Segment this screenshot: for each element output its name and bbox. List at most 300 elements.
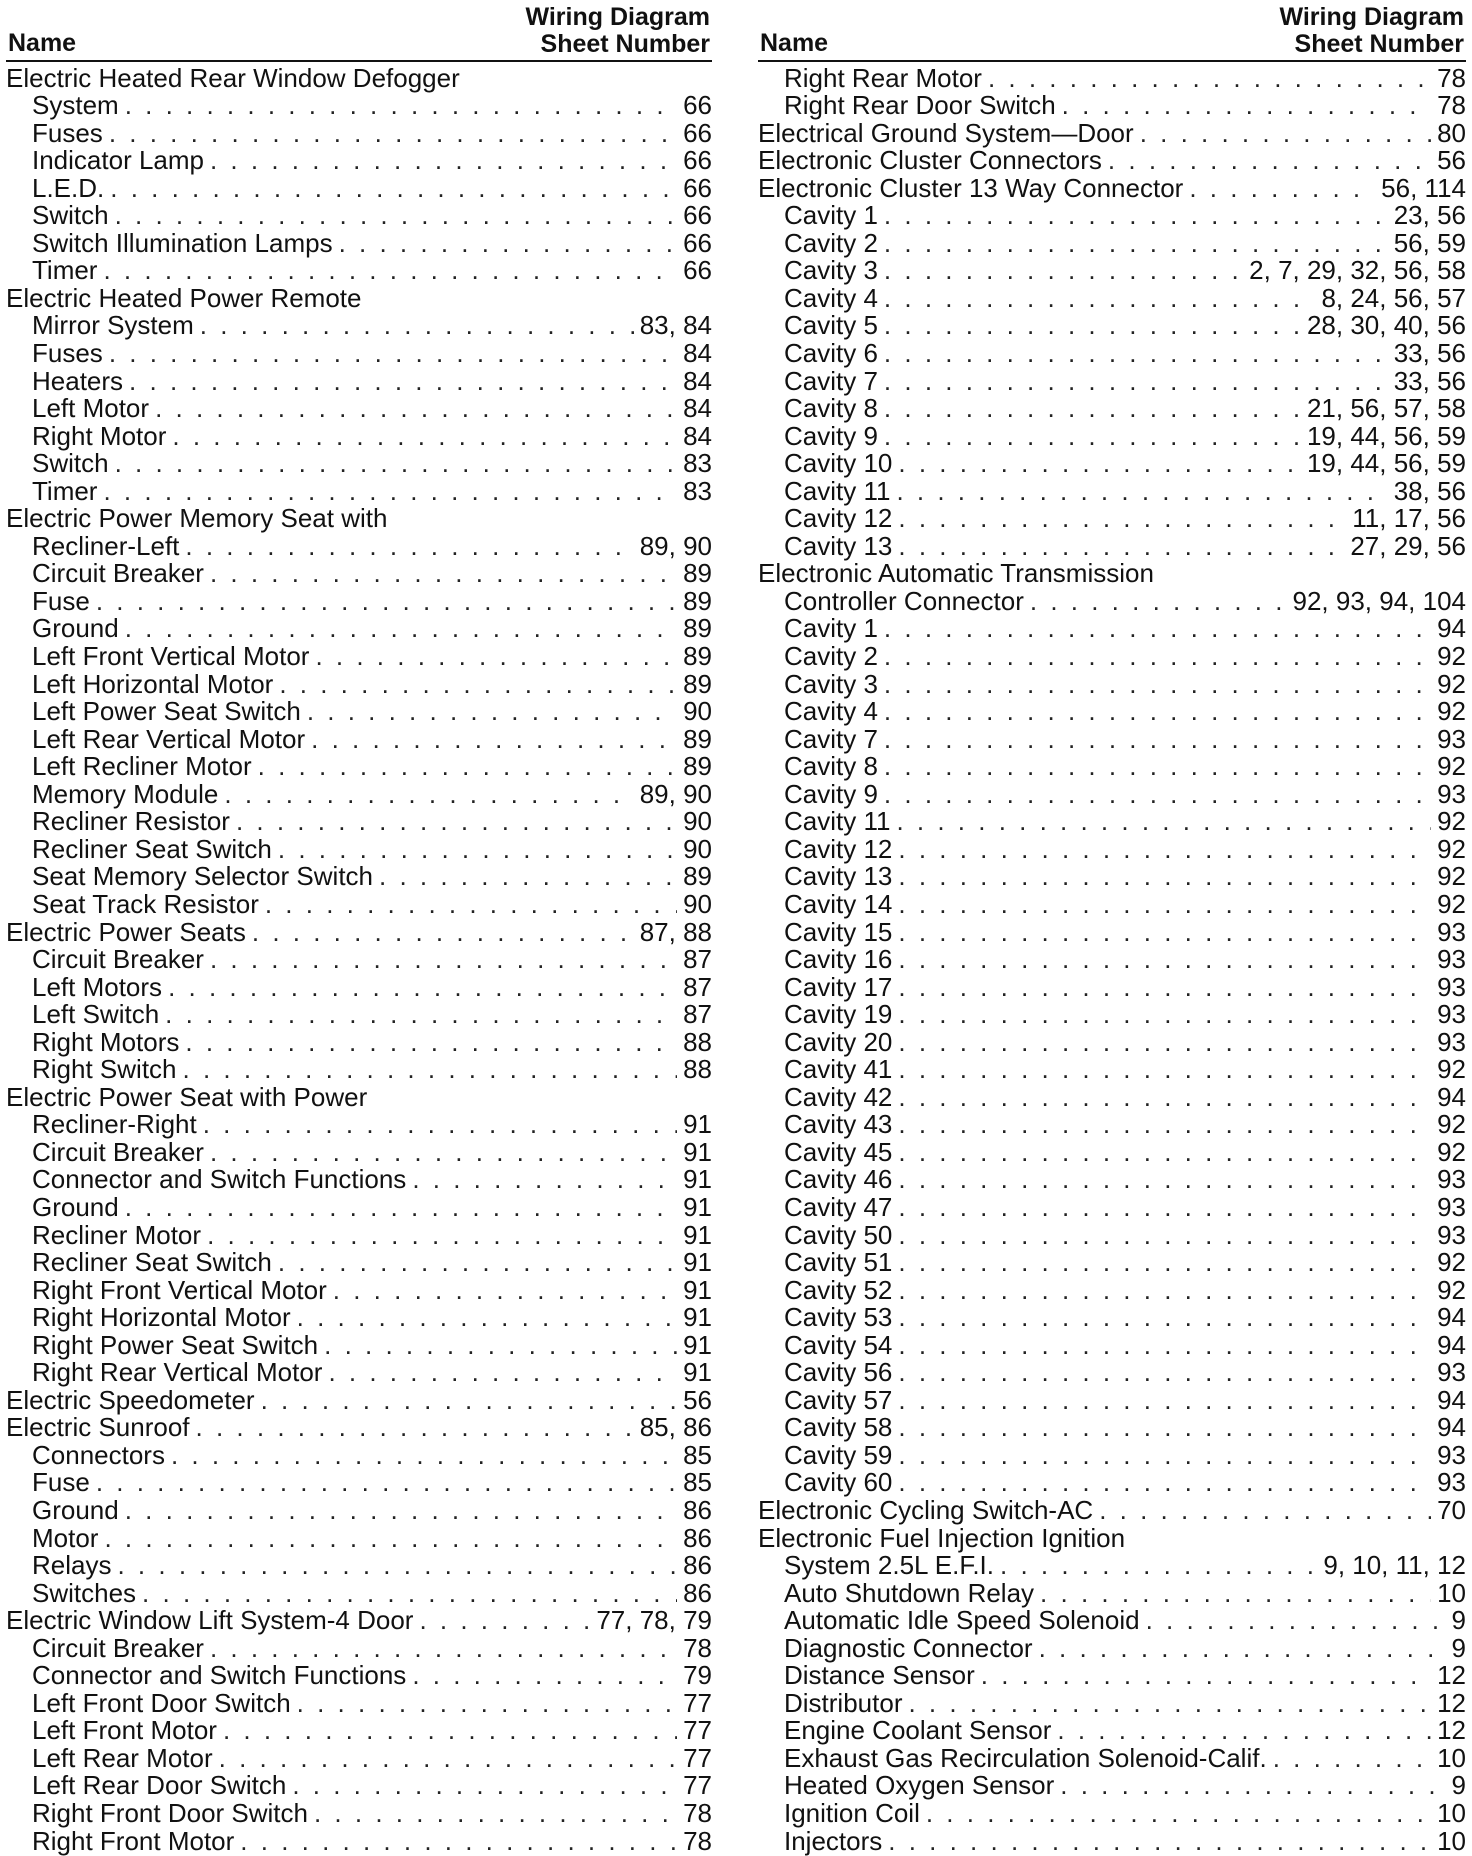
entry-name: Electric Speedometer	[6, 1384, 255, 1415]
entry-name: Right Rear Door Switch	[784, 90, 1056, 121]
entry-name: Ground	[32, 1191, 119, 1222]
sheet-heading-line2: Sheet Number	[540, 30, 710, 58]
entry-name: Cavity 10	[784, 448, 893, 479]
entry-name: Cavity 16	[784, 944, 893, 975]
index-entry	[6, 92, 712, 120]
index-entry	[758, 1772, 1466, 1800]
entry-name: Left Switch	[32, 999, 160, 1030]
sheet-number: 87, 88	[639, 916, 712, 947]
index-entry	[758, 1717, 1466, 1745]
dot-leader	[333, 1277, 677, 1304]
sheet-number: 89	[683, 751, 712, 782]
index-entry	[758, 725, 1466, 753]
index-entry	[6, 753, 712, 781]
index-entries	[6, 64, 712, 1855]
entry-name: Engine Coolant Sensor	[784, 1715, 1052, 1746]
dot-leader	[898, 1139, 1431, 1166]
index-entry	[6, 1662, 712, 1690]
entry-name: Distance Sensor	[784, 1660, 975, 1691]
dot-leader	[210, 560, 677, 587]
dot-leader	[236, 808, 677, 835]
index-entry	[758, 1221, 1466, 1249]
dot-leader	[125, 1194, 677, 1221]
sheet-number: 90	[683, 806, 712, 837]
sheet-number: 93	[1437, 1439, 1466, 1470]
dot-leader	[125, 1497, 677, 1524]
dot-leader	[884, 285, 1316, 312]
index-entry	[6, 1634, 712, 1662]
dot-leader	[412, 1166, 677, 1193]
sheet-number: 94	[1437, 1412, 1466, 1443]
index-entry	[6, 1579, 712, 1607]
entry-name: Heated Oxygen Sensor	[784, 1770, 1055, 1801]
entry-name: Electronic Cycling Switch-AC	[758, 1494, 1094, 1525]
index-entry	[758, 890, 1466, 918]
dot-leader	[240, 1828, 677, 1855]
index-entry	[6, 64, 712, 92]
entry-name: Cavity 45	[784, 1136, 893, 1167]
dot-leader	[292, 1772, 677, 1799]
sheet-number: 88	[683, 1026, 712, 1057]
entry-name: Left Power Seat Switch	[32, 696, 301, 727]
sheet-number: 56, 114	[1381, 172, 1466, 203]
index-entry	[6, 1276, 712, 1304]
dot-leader	[884, 312, 1301, 339]
dot-leader	[896, 808, 1431, 835]
sheet-number: 56	[1437, 145, 1466, 176]
dot-leader	[884, 257, 1243, 284]
index-entry	[758, 1276, 1466, 1304]
dot-leader	[884, 230, 1388, 257]
sheet-number: 92	[1437, 1247, 1466, 1278]
entry-name: Electric Power Seat with Power	[6, 1081, 368, 1112]
sheet-number: 89, 90	[639, 530, 712, 561]
sheet-number: 80	[1437, 117, 1466, 148]
sheet-number: 10	[1437, 1577, 1466, 1608]
entry-name: Circuit Breaker	[32, 944, 204, 975]
sheet-number: 92	[1437, 1136, 1466, 1167]
dot-leader	[115, 202, 678, 229]
index-entry	[6, 808, 712, 836]
entry-name: L.E.D.	[32, 172, 105, 203]
index-entry	[758, 615, 1466, 643]
sheet-number: 87	[683, 944, 712, 975]
dot-leader	[183, 1056, 678, 1083]
index-entry	[6, 312, 712, 340]
entry-name: Cavity 54	[784, 1329, 893, 1360]
entry-name: Cavity 5	[784, 310, 878, 341]
sheet-number: 33, 56	[1393, 338, 1466, 369]
index-entry	[758, 1359, 1466, 1387]
index-entry	[6, 1221, 712, 1249]
entry-name: Left Recliner Motor	[32, 751, 252, 782]
dot-leader	[379, 863, 677, 890]
entry-name: Recliner Resistor	[32, 806, 230, 837]
entry-name: Cavity 56	[784, 1357, 893, 1388]
dot-leader	[884, 671, 1431, 698]
entry-name: Electric Heated Rear Window Defogger	[6, 62, 460, 93]
index-entry	[6, 229, 712, 257]
sheet-number: 77	[683, 1687, 712, 1718]
entry-name: Connector and Switch Functions	[32, 1660, 407, 1691]
sheet-number: 19, 44, 56, 59	[1306, 448, 1466, 479]
dot-leader	[981, 1662, 1431, 1689]
sheet-number: 89	[683, 613, 712, 644]
sheet-number: 91	[683, 1302, 712, 1333]
index-entry	[758, 863, 1466, 891]
index-entry	[758, 174, 1466, 202]
sheet-number: 92	[1437, 1054, 1466, 1085]
sheet-number: 9	[1451, 1770, 1466, 1801]
index-entry	[758, 229, 1466, 257]
sheet-number: 66	[683, 117, 712, 148]
sheet-number: 12	[1437, 1715, 1466, 1746]
entry-name: Connector and Switch Functions	[32, 1164, 407, 1195]
index-entry	[758, 1386, 1466, 1414]
entry-name: Cavity 9	[784, 420, 878, 451]
entry-name: Cavity 9	[784, 778, 878, 809]
entry-name: Right Rear Motor	[784, 62, 982, 93]
sheet-number: 9, 10, 11, 12	[1323, 1550, 1466, 1581]
index-entry	[758, 395, 1466, 423]
sheet-number: 93	[1437, 1026, 1466, 1057]
index-entry	[6, 1028, 712, 1056]
dot-leader	[898, 863, 1431, 890]
sheet-number: 94	[1437, 1384, 1466, 1415]
sheet-number: 93	[1437, 944, 1466, 975]
dot-leader	[168, 974, 677, 1001]
entry-name: Recliner-Right	[32, 1109, 197, 1140]
index-entry	[6, 698, 712, 726]
index-entry	[758, 1799, 1466, 1827]
sheet-number: 10	[1437, 1742, 1466, 1773]
dot-leader	[297, 1304, 677, 1331]
dot-leader	[155, 395, 677, 422]
index-entry	[758, 1827, 1466, 1855]
sheet-number: 94	[1437, 613, 1466, 644]
entry-name: Automatic Idle Speed Solenoid	[784, 1605, 1140, 1636]
entry-name: Switch	[32, 200, 109, 231]
index-entry	[6, 422, 712, 450]
index-entry	[6, 1607, 712, 1635]
dot-leader	[258, 753, 677, 780]
entry-name: Cavity 51	[784, 1247, 893, 1278]
sheet-number: 91	[683, 1136, 712, 1167]
entry-name: Right Rear Vertical Motor	[32, 1357, 323, 1388]
sheet-number: 10	[1437, 1825, 1466, 1856]
index-entry	[758, 698, 1466, 726]
entry-name: Electric Sunroof	[6, 1412, 190, 1443]
dot-leader	[315, 643, 677, 670]
entry-name: Injectors	[784, 1825, 883, 1856]
dot-leader	[898, 1414, 1431, 1441]
dot-leader	[307, 698, 677, 725]
dot-leader	[142, 1580, 677, 1607]
index-entry	[758, 1744, 1466, 1772]
index-entry	[6, 395, 712, 423]
entry-name: Mirror System	[32, 310, 194, 341]
sheet-number: 33, 56	[1393, 365, 1466, 396]
entry-name: Cavity 58	[784, 1412, 893, 1443]
sheet-number: 9	[1451, 1632, 1466, 1663]
entry-name: Heaters	[32, 365, 124, 396]
index-entry	[758, 257, 1466, 285]
index-entry	[6, 1772, 712, 1800]
index-entry	[758, 1414, 1466, 1442]
entry-name: Motor	[32, 1522, 99, 1553]
sheet-number: 92	[1437, 1274, 1466, 1305]
entry-name: Timer	[32, 475, 98, 506]
sheet-number: 79	[683, 1660, 712, 1691]
column-header	[6, 0, 712, 62]
entry-name: Recliner-Left	[32, 530, 180, 561]
dot-leader	[109, 120, 677, 147]
sheet-number: 94	[1437, 1302, 1466, 1333]
index-entry	[758, 1469, 1466, 1497]
index-entry	[758, 835, 1466, 863]
dot-leader	[898, 1359, 1431, 1386]
entry-name: Electric Power Memory Seat with	[6, 503, 388, 534]
dot-leader	[1108, 147, 1431, 174]
index-entry	[6, 642, 712, 670]
dot-leader	[219, 1745, 677, 1772]
sheet-number: 89	[683, 585, 712, 616]
dot-leader	[898, 974, 1431, 1001]
dot-leader	[898, 505, 1346, 532]
index-entry	[6, 1249, 712, 1277]
entry-name: Left Motor	[32, 393, 150, 424]
sheet-number: 38, 56	[1393, 475, 1466, 506]
entry-name: Cavity 20	[784, 1026, 893, 1057]
entry-name: Circuit Breaker	[32, 558, 204, 589]
dot-leader	[109, 340, 677, 367]
entry-name: Left Motors	[32, 971, 163, 1002]
sheet-number: 92	[1437, 696, 1466, 727]
sheet-number: 78	[1437, 90, 1466, 121]
entry-name: Memory Module	[32, 778, 219, 809]
index-entry	[6, 1056, 712, 1084]
index-entry	[6, 450, 712, 478]
index-entry	[6, 1799, 712, 1827]
entry-name: Fuses	[32, 338, 103, 369]
sheet-number: 2, 7, 29, 32, 56, 58	[1249, 255, 1466, 286]
entry-name: Right Motors	[32, 1026, 180, 1057]
dot-leader	[210, 946, 677, 973]
sheet-number: 91	[683, 1164, 712, 1195]
entry-name: Cavity 57	[784, 1384, 893, 1415]
index-entry	[6, 918, 712, 946]
index-entry	[758, 670, 1466, 698]
dot-leader	[898, 1029, 1431, 1056]
entry-name: Cavity 43	[784, 1109, 893, 1140]
index-entry	[758, 1138, 1466, 1166]
index-entry	[6, 560, 712, 588]
dot-leader	[196, 1414, 634, 1441]
entry-name: Indicator Lamp	[32, 145, 204, 176]
entry-name: Cavity 8	[784, 751, 878, 782]
dot-leader	[412, 1662, 677, 1689]
sheet-number: 93	[1437, 778, 1466, 809]
entry-name: Exhaust Gas Recirculation Solenoid-Calif.	[784, 1742, 1267, 1773]
sheet-number: 28, 30, 40, 56	[1306, 310, 1466, 341]
dot-leader	[896, 478, 1387, 505]
entry-name: Cavity 60	[784, 1467, 893, 1498]
sheet-number: 66	[683, 145, 712, 176]
dot-leader	[252, 919, 634, 946]
entry-name: Cavity 12	[784, 503, 893, 534]
dot-leader	[324, 1332, 677, 1359]
entry-name: Circuit Breaker	[32, 1632, 204, 1663]
entry-name: Diagnostic Connector	[784, 1632, 1033, 1663]
dot-leader	[926, 1800, 1431, 1827]
index-entry	[758, 1193, 1466, 1221]
entry-name: Cavity 13	[784, 530, 893, 561]
index-entry	[6, 1111, 712, 1139]
entry-name: Cavity 19	[784, 999, 893, 1030]
entry-name: Recliner Seat Switch	[32, 833, 272, 864]
dot-leader	[898, 1111, 1431, 1138]
index-entry	[758, 477, 1466, 505]
sheet-number: 89	[683, 861, 712, 892]
dot-leader	[884, 781, 1431, 808]
entry-name: Electric Window Lift System-4 Door	[6, 1605, 414, 1636]
index-entry	[758, 92, 1466, 120]
index-entry	[758, 918, 1466, 946]
entry-name: Right Switch	[32, 1054, 177, 1085]
entry-name: Seat Track Resistor	[32, 888, 259, 919]
index-entry	[758, 1579, 1466, 1607]
index-entries	[758, 64, 1466, 1855]
dot-leader	[884, 753, 1431, 780]
entry-name: System	[32, 90, 119, 121]
sheet-heading-line1: Wiring Diagram	[1279, 3, 1464, 31]
index-entry	[6, 1717, 712, 1745]
sheet-number: 93	[1437, 1164, 1466, 1195]
index-entry	[6, 1331, 712, 1359]
index-entry	[6, 1359, 712, 1387]
sheet-number: 91	[683, 1274, 712, 1305]
sheet-number: 84	[683, 420, 712, 451]
index-entry	[6, 1386, 712, 1414]
column-header	[758, 0, 1466, 62]
index-entry	[6, 257, 712, 285]
sheet-number: 91	[683, 1247, 712, 1278]
entry-name: Left Front Door Switch	[32, 1687, 291, 1718]
dot-leader	[898, 450, 1301, 477]
dot-leader	[96, 1469, 677, 1496]
entry-name: System 2.5L E.F.I.	[784, 1550, 995, 1581]
entry-name: Electronic Automatic Transmission	[758, 558, 1154, 589]
index-entry	[758, 1028, 1466, 1056]
index-entry	[758, 119, 1466, 147]
sheet-number: 92	[1437, 641, 1466, 672]
dot-leader	[898, 1249, 1431, 1276]
dot-leader	[297, 1690, 677, 1717]
entry-name: Cavity 7	[784, 723, 878, 754]
sheet-number: 86	[683, 1550, 712, 1581]
entry-name: Circuit Breaker	[32, 1136, 204, 1167]
index-entry	[6, 1441, 712, 1469]
sheet-number: 92	[1437, 806, 1466, 837]
entry-name: Ground	[32, 1494, 119, 1525]
index-entry	[758, 1304, 1466, 1332]
index-entry	[758, 367, 1466, 395]
entry-name: Cavity 6	[784, 338, 878, 369]
dot-leader	[1030, 588, 1287, 615]
sheet-number: 94	[1437, 1329, 1466, 1360]
entry-name: Cavity 2	[784, 227, 878, 258]
sheet-number: 12	[1437, 1660, 1466, 1691]
index-entry	[758, 1166, 1466, 1194]
entry-name: Electronic Fuel Injection Ignition	[758, 1522, 1126, 1553]
dot-leader	[898, 946, 1431, 973]
index-entry	[758, 1083, 1466, 1111]
index-entry	[6, 202, 712, 230]
index-entry	[6, 147, 712, 175]
index-entry	[6, 119, 712, 147]
index-entry	[758, 1662, 1466, 1690]
sheet-number: 93	[1437, 1467, 1466, 1498]
sheet-number: 77	[683, 1742, 712, 1773]
sheet-number: 92	[1437, 888, 1466, 919]
dot-leader	[125, 615, 677, 642]
dot-leader	[165, 1001, 677, 1028]
index-entry	[6, 284, 712, 312]
index-entry	[758, 1689, 1466, 1717]
sheet-number: 93	[1437, 971, 1466, 1002]
dot-leader	[1146, 1607, 1446, 1634]
index-entry	[6, 973, 712, 1001]
entry-name: Electric Heated Power Remote	[6, 282, 362, 313]
sheet-number: 84	[683, 365, 712, 396]
index-entry	[6, 532, 712, 560]
dot-leader	[988, 65, 1431, 92]
entry-name: Fuses	[32, 117, 103, 148]
sheet-number: 77	[683, 1715, 712, 1746]
index-entry	[6, 1689, 712, 1717]
entry-name: Cavity 50	[784, 1219, 893, 1250]
entry-name: Relays	[32, 1550, 112, 1581]
index-entry	[6, 1001, 712, 1029]
dot-leader	[898, 836, 1431, 863]
index-entry	[758, 560, 1466, 588]
sheet-number: 77	[683, 1770, 712, 1801]
dot-leader	[898, 1332, 1431, 1359]
index-entry	[758, 1634, 1466, 1662]
index-entry	[758, 1111, 1466, 1139]
dot-leader	[898, 1277, 1431, 1304]
sheet-number: 66	[683, 90, 712, 121]
entry-name: Switch Illumination Lamps	[32, 227, 333, 258]
sheet-number: 89	[683, 723, 712, 754]
sheet-number: 66	[683, 227, 712, 258]
sheet-number: 87	[683, 971, 712, 1002]
dot-leader	[210, 1139, 677, 1166]
entry-name: Switches	[32, 1577, 137, 1608]
sheet-heading-line1: Wiring Diagram	[525, 3, 710, 31]
sheet-heading-line2: Sheet Number	[1294, 30, 1464, 58]
sheet-number: 10	[1437, 1798, 1466, 1828]
dot-leader	[210, 1635, 677, 1662]
dot-leader	[279, 671, 677, 698]
index-entry	[758, 147, 1466, 175]
dot-leader	[898, 1469, 1431, 1496]
index-entry	[758, 450, 1466, 478]
index-entry	[758, 312, 1466, 340]
dot-leader	[129, 368, 677, 395]
dot-leader	[103, 478, 677, 505]
index-entry	[758, 1001, 1466, 1029]
